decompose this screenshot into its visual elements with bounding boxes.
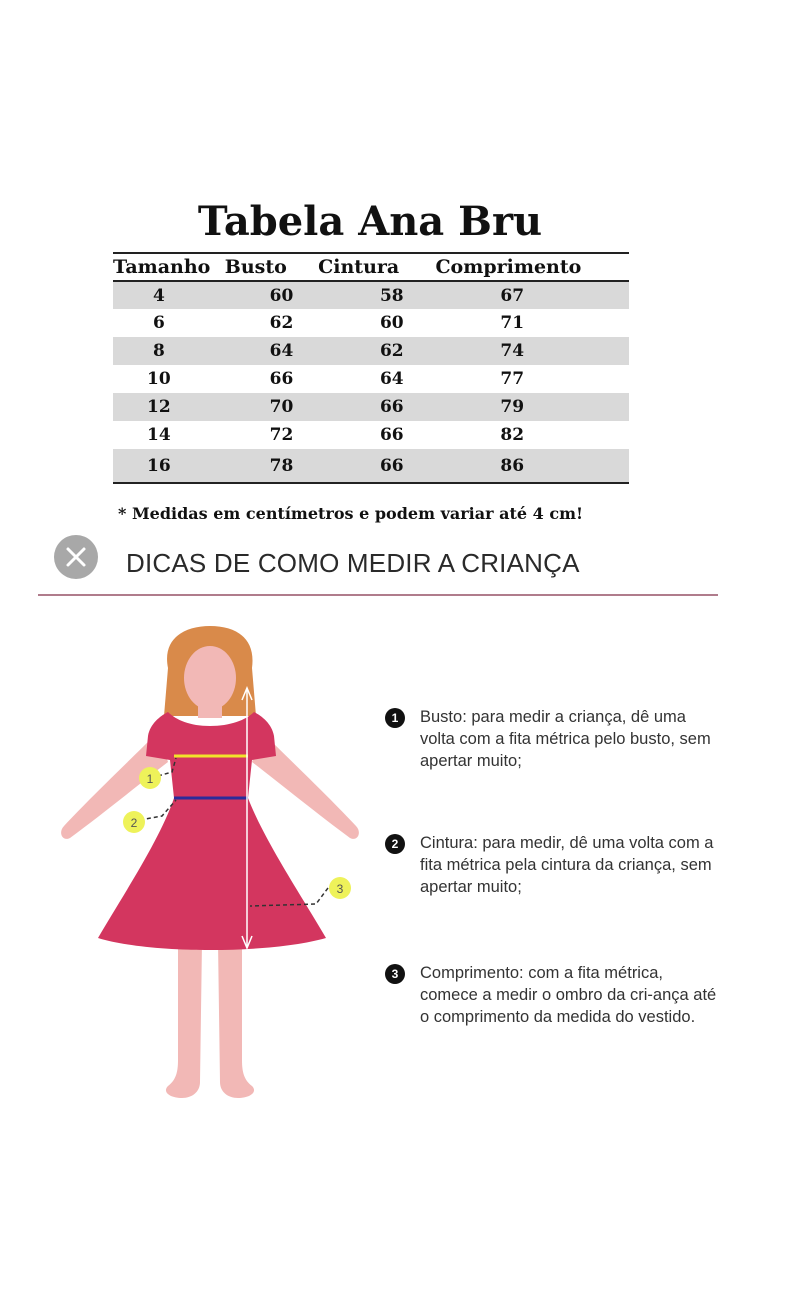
table-header-row [113,253,629,281]
cell-tamanho: 4 [152,285,165,306]
tip-text: Cintura: para medir, dê uma volta com a fita métrica pela cintura da criança, sem apertar muito; [420,834,714,896]
cell-busto: 64 [269,341,294,361]
tip-text: Comprimento: com a fita métrica, comece a medir o ombro da cri-ança até o comprimento da medida do vestido. [420,964,717,1026]
right-leg-illustration [218,942,254,1098]
column-header-busto: Busto [224,256,287,278]
marker-3 [329,877,351,899]
cell-cintura: 60 [379,313,404,333]
marker-2 [123,811,145,833]
column-header-comprimento: Comprimento [435,256,582,278]
tip-number-badge: 2 [385,834,405,854]
cell-comprimento: 71 [500,313,525,333]
table-row [113,449,629,483]
cell-busto: 62 [269,313,294,333]
footnote: * Medidas em centímetros e podem variar até 4 cm! [118,504,584,523]
marker-2-label: 2 [130,816,138,830]
section-title: DICAS DE COMO MEDIR A CRIANÇA [126,548,580,578]
table-row [113,365,629,393]
cell-cintura: 66 [379,425,404,445]
size-table [113,252,629,484]
table-row [113,281,629,309]
cell-comprimento: 67 [500,285,525,306]
cell-tamanho: 10 [147,369,171,389]
table-row [113,309,629,337]
cell-tamanho: 14 [147,425,171,445]
column-header-tamanho: Tamanho [113,256,211,278]
tip-number-badge: 3 [385,964,405,984]
cell-tamanho: 6 [152,313,165,333]
cell-cintura: 58 [379,285,404,306]
page-title: Tabela Ana Bru [197,198,543,245]
tip-text: Busto: para medir a criança, dê uma volta com a fita métrica pelo busto, sem apertar muito; [420,708,711,770]
cell-busto: 60 [269,285,294,306]
cell-comprimento: 82 [500,425,525,445]
cell-busto: 70 [269,397,294,417]
cell-cintura: 66 [379,397,404,417]
column-header-cintura: Cintura [318,256,400,278]
cell-comprimento: 86 [500,455,525,476]
cell-cintura: 62 [379,341,404,361]
tip-number-badge: 1 [385,708,405,728]
marker-1-label: 1 [146,772,154,786]
cell-tamanho: 16 [147,455,171,476]
cell-cintura: 64 [379,369,404,389]
cell-cintura: 66 [379,455,404,476]
table-row [113,337,629,365]
child-measurement-illustration [50,620,380,1110]
table-row [113,393,629,421]
face-illustration [184,646,236,710]
marker-1 [139,767,161,789]
close-icon [54,535,98,579]
cell-busto: 72 [269,425,294,445]
cell-comprimento: 79 [500,397,525,417]
cell-comprimento: 74 [500,341,525,361]
left-leg-illustration [166,942,202,1098]
divider [38,594,718,596]
cell-comprimento: 77 [500,369,525,389]
cell-tamanho: 12 [147,397,171,417]
cell-busto: 66 [269,369,294,389]
close-button[interactable] [54,535,98,579]
table-row [113,421,629,449]
marker-3-label: 3 [336,882,344,896]
cell-busto: 78 [269,455,294,476]
cell-tamanho: 8 [152,341,165,361]
